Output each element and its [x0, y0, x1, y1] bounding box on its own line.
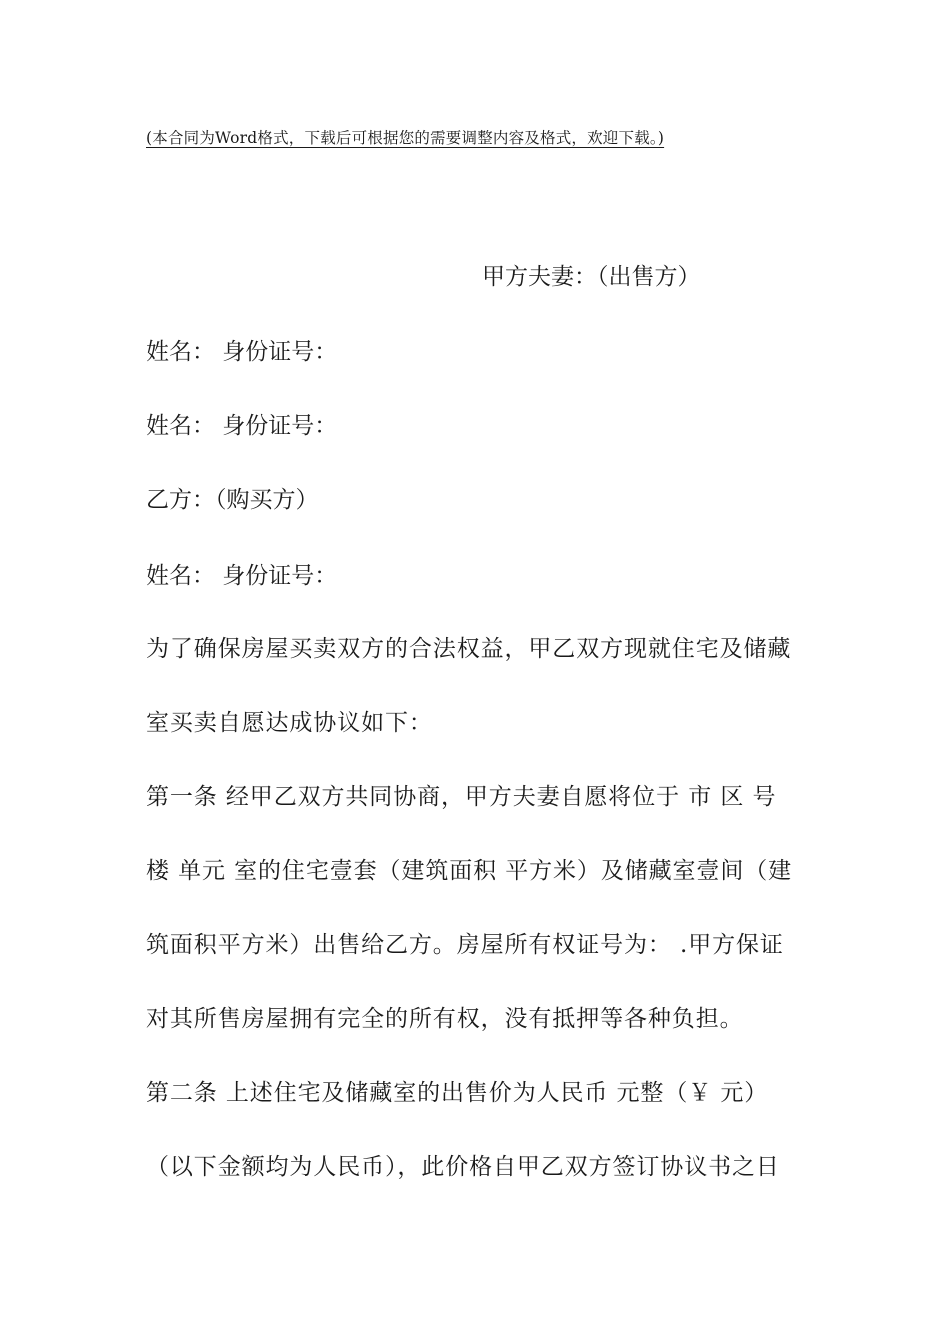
seller-heading: 甲方夫妻：（出售方） — [482, 264, 701, 290]
seller-husband-line: 姓名： 身份证号： — [146, 339, 338, 365]
body-line: 楼 单元 室的住宅壹套（建筑面积 平方米）及储藏室壹间（建 — [146, 858, 793, 884]
body-line: 室买卖自愿达成协议如下： — [146, 710, 433, 736]
buyer-heading: 乙方：（购买方） — [146, 487, 319, 513]
body-line: 为了确保房屋买卖双方的合法权益，甲乙双方现就住宅及储藏 — [146, 636, 792, 662]
seller-wife-line: 姓名： 身份证号： — [146, 413, 338, 439]
contract-body — [146, 612, 811, 1204]
body-line: （以下金额均为人民币），此价格自甲乙双方签订协议书之日 — [146, 1154, 780, 1180]
body-line: 对其所售房屋拥有完全的所有权，没有抵押等各种负担。 — [146, 1006, 744, 1032]
format-notice: (本合同为Word格式，下载后可根据您的需要调整内容及格式，欢迎下载。) — [146, 129, 665, 147]
article-1-line: 第一条 经甲乙双方共同协商，甲方夫妻自愿将位于 市 区 号 — [146, 784, 777, 810]
article-2-line: 第二条 上述住宅及储藏室的出售价为人民币 元整（￥ 元） — [146, 1080, 769, 1106]
buyer-line: 姓名： 身份证号： — [146, 563, 338, 589]
body-line: 筑面积平方米）出售给乙方。房屋所有权证号为： .甲方保证 — [146, 932, 784, 958]
